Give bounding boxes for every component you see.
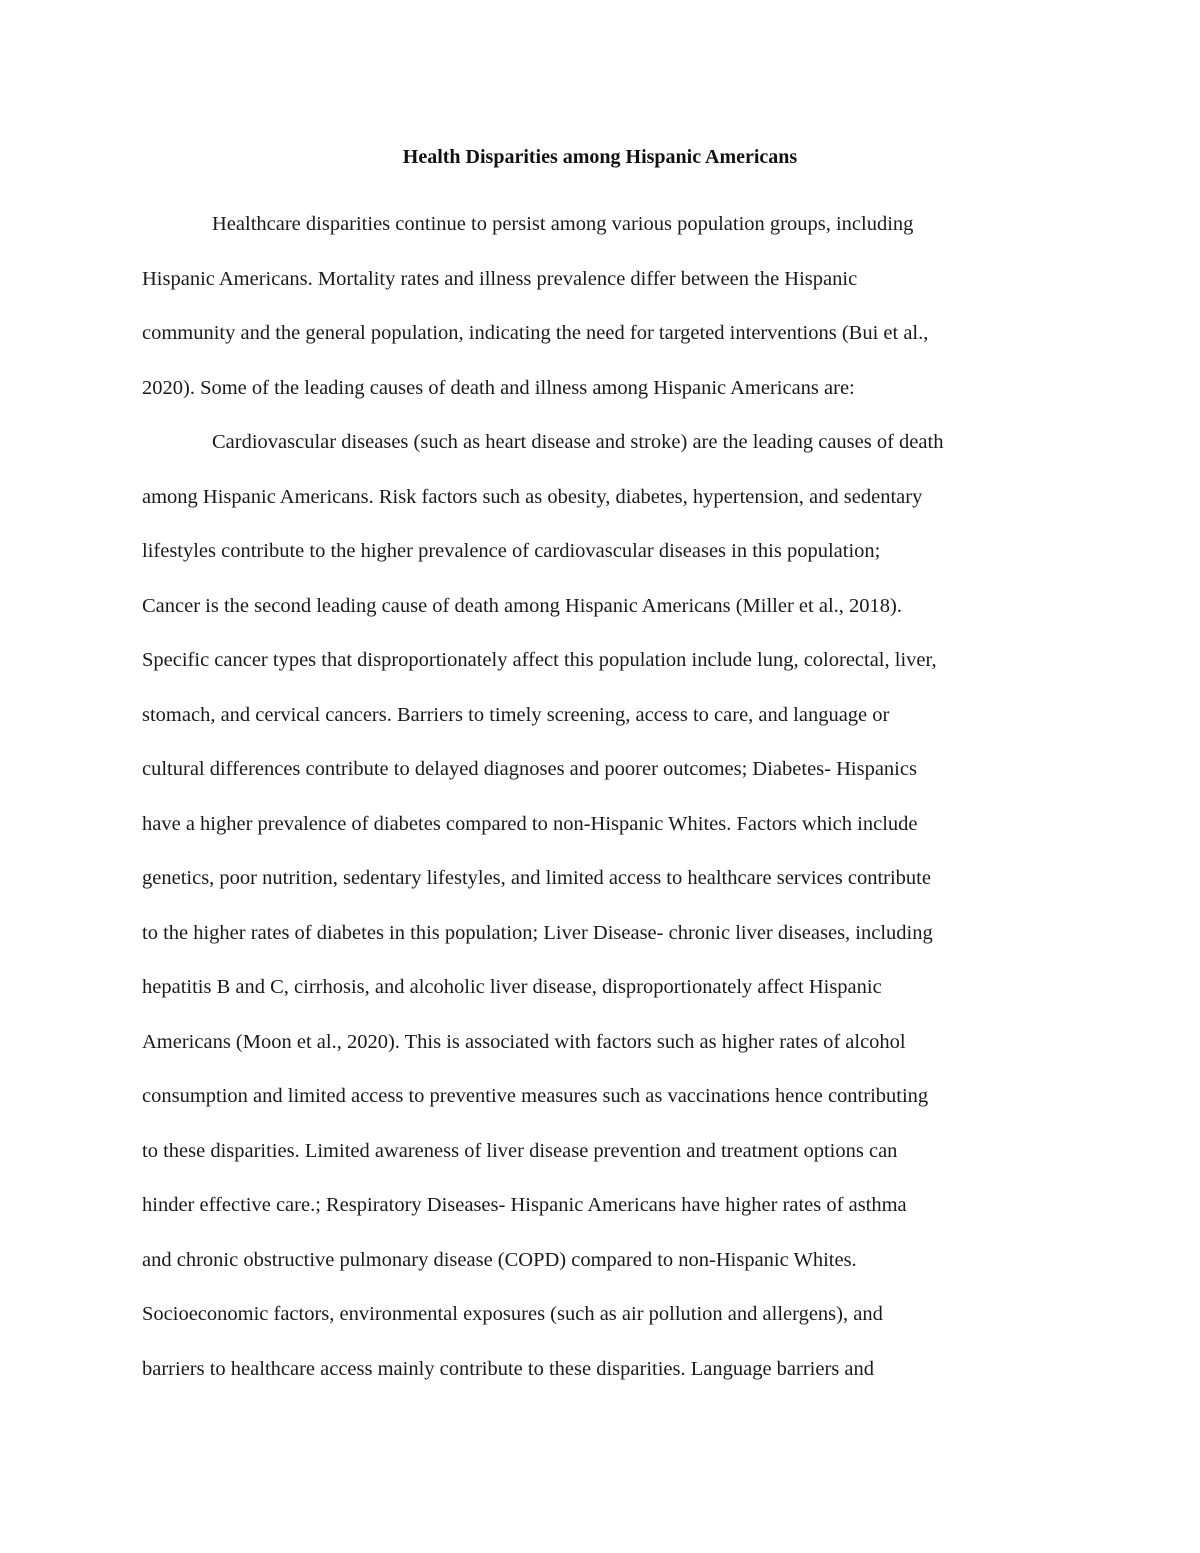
paragraph-2-line-8: have a higher prevalence of diabetes compared to non-Hispanic Whites. Factors which include: [142, 812, 918, 835]
paragraph-2-line-11: hepatitis B and C, cirrhosis, and alcoholic liver disease, disproportionately affect Hispanic: [142, 976, 882, 998]
paragraph-2-line-9: genetics, poor nutrition, sedentary lifestyles, and limited access to healthcare services contribute: [142, 867, 931, 889]
paragraph-1-line-3: community and the general population, indicating the need for targeted interventions (Bui et al.,: [142, 322, 929, 344]
paragraph-2-line-18: barriers to healthcare access mainly contribute to these disparities. Language barriers and: [142, 1357, 875, 1380]
paragraph-2-line-17: Socioeconomic factors, environmental exposures (such as air pollution and allergens), and: [142, 1303, 883, 1325]
paragraph-1-line-4: 2020). Some of the leading causes of death and illness among Hispanic Americans are:: [142, 376, 855, 399]
document-body: [142, 197, 1067, 1396]
paragraph-2-line-15: hinder effective care.; Respiratory Diseases- Hispanic Americans have higher rates of asthma: [142, 1194, 907, 1216]
paragraph-2-line-7: cultural differences contribute to delayed diagnoses and poorer outcomes; Diabetes- Hispanics: [142, 758, 917, 780]
paragraph-2-line-5: Specific cancer types that disproportionately affect this population include lung, colorectal, liver,: [142, 649, 937, 671]
paragraph-2-line-13: consumption and limited access to preventive measures such as vaccinations hence contributing: [142, 1085, 929, 1107]
paragraph-2-line-2: among Hispanic Americans. Risk factors such as obesity, diabetes, hypertension, and sedentary: [142, 485, 923, 508]
paragraph-2-line-6: stomach, and cervical cancers. Barriers to timely screening, access to care, and language or: [142, 703, 890, 726]
paragraph-2-line-12: Americans (Moon et al., 2020). This is associated with factors such as higher rates of alcohol: [142, 1030, 906, 1053]
paragraph-2-line-16: and chronic obstructive pulmonary disease (COPD) compared to non-Hispanic Whites.: [142, 1248, 857, 1271]
paragraph-2-line-4: Cancer is the second leading cause of death among Hispanic Americans (Miller et al., 2018).: [142, 594, 902, 617]
paragraph-1-line-2: Hispanic Americans. Mortality rates and illness prevalence differ between the Hispanic: [142, 267, 858, 290]
paragraph-2-line-3: lifestyles contribute to the higher prevalence of cardiovascular diseases in this population;: [142, 540, 881, 562]
paragraph-2-line-1: Cardiovascular diseases (such as heart disease and stroke) are the leading causes of death: [212, 431, 944, 453]
paragraph-1-line-1: Healthcare disparities continue to persist among various population groups, including: [212, 213, 914, 235]
paragraph-2-line-10: to the higher rates of diabetes in this population; Liver Disease- chronic liver diseases, including: [142, 921, 933, 944]
paragraph-2-line-14: to these disparities. Limited awareness of liver disease prevention and treatment options can: [142, 1139, 898, 1162]
document-title: Health Disparities among Hispanic Americans: [402, 146, 798, 168]
